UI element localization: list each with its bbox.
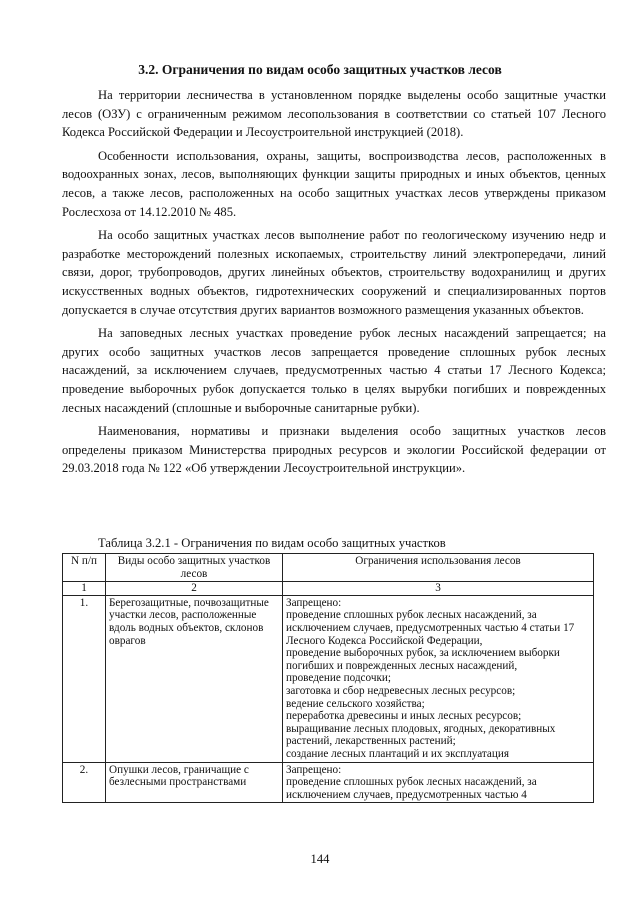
header-num: N п/п [63, 554, 106, 582]
restrictions-table [62, 553, 594, 803]
restriction-line: проведение сплошных рубок лесных насаждений, за исключением случаев, предусмотренных частью 4 [286, 776, 537, 801]
row-num: 2. [63, 762, 106, 803]
paragraph: На особо защитных участках лесов выполнение работ по геологическому изучению недр и разработке месторождений полезных ископаемых, строительству линий электропередачи, линий связи, дорог, трубопроводов, других линейных объектов, строительству водохранилищ и других искусственных водных объектов, гидротехнических сооружений и специализированных портов допускается в случае отсутствия других вариантов возможного размещения указанных объектов. [62, 228, 606, 317]
row-restrictions [283, 762, 594, 803]
table-row [63, 595, 594, 762]
row-restrictions [283, 595, 594, 762]
column-number-row [63, 582, 594, 596]
column-number: 1 [63, 582, 106, 596]
restriction-line: проведение сплошных рубок лесных насаждений, за исключением случаев, предусмотренных частью 4 статьи 17 Лесного Кодекса Российской Федерации, [286, 609, 575, 647]
paragraph: На территории лесничества в установленном порядке выделены особо защитные участки лесов (ОЗУ) с ограниченным режимом лесопользования в соответствии со статьей 107 Лесного Кодекса Российской Федерации и Лесоустроительной инструкцией (2018). [62, 88, 606, 140]
restriction-line: создание лесных плантаций и их эксплуатация [286, 747, 510, 760]
paragraph: На заповедных лесных участках проведение рубок лесных насаждений запрещается; на других особо защитных участков лесов запрещается проведение сплошных рубок лесных насаждений, за исключением случаев, предусмотренных частью 4 статьи 17 Лесного Кодекса; проведение выборочных рубок допускается только в целях вырубки погибших и поврежденных лесных насаждений (сплошные и выборочные санитарные рубки). [62, 326, 606, 415]
section-title: 3.2. Ограничения по видам особо защитных участков лесов [138, 62, 502, 77]
row-type: Берегозащитные, почвозащитные участки лесов, расположенные вдоль водных объектов, склонов оврагов [106, 595, 283, 762]
table-caption: Таблица 3.2.1 - Ограничения по видам особо защитных участков [98, 536, 446, 550]
body-text [62, 86, 606, 483]
restriction-line: выращивание лесных плодовых, ягодных, декоративных растений, лекарственных растений; [286, 722, 556, 748]
restriction-line: переработка древесины и иных лесных ресурсов; [286, 710, 522, 723]
restriction-line: Запрещено: [286, 763, 342, 776]
restriction-line: проведение выборочных рубок, за исключением выборки погибших и поврежденных лесных насаждений, [286, 647, 560, 672]
row-num: 1. [63, 595, 106, 762]
table-row [63, 762, 594, 803]
restriction-line: заготовка и сбор недревесных лесных ресурсов; [286, 684, 516, 697]
page-number: 144 [310, 852, 330, 866]
header-restrictions: Ограничения использования лесов [283, 554, 594, 582]
restriction-line: ведение сельского хозяйства; [286, 697, 425, 710]
column-number: 2 [106, 582, 283, 596]
table-header-row [63, 554, 594, 582]
restriction-line: Запрещено: [286, 596, 342, 609]
paragraph: Особенности использования, охраны, защиты, воспроизводства лесов, расположенных в водоохранных зонах, лесов, выполняющих функции защиты природных и иных объектов, ценных лесов, а также лесов, расположенных на особо защитных участках лесов утверждены приказом Рослесхоза от 14.12.2010 № 485. [62, 148, 606, 219]
header-type: Виды особо защитных участков лесов [106, 554, 283, 582]
paragraph: Наименования, нормативы и признаки выделения особо защитных участков лесов определены приказом Министерства природных ресурсов и экологии Российской федерации от 29.03.2018 года № 122 «Об утверждении Лесоустроительной инструкции». [62, 424, 606, 476]
column-number: 3 [283, 582, 594, 596]
row-type: Опушки лесов, граничащие с безлесными пространствами [106, 762, 283, 803]
restriction-line: проведение подсочки; [286, 672, 391, 685]
